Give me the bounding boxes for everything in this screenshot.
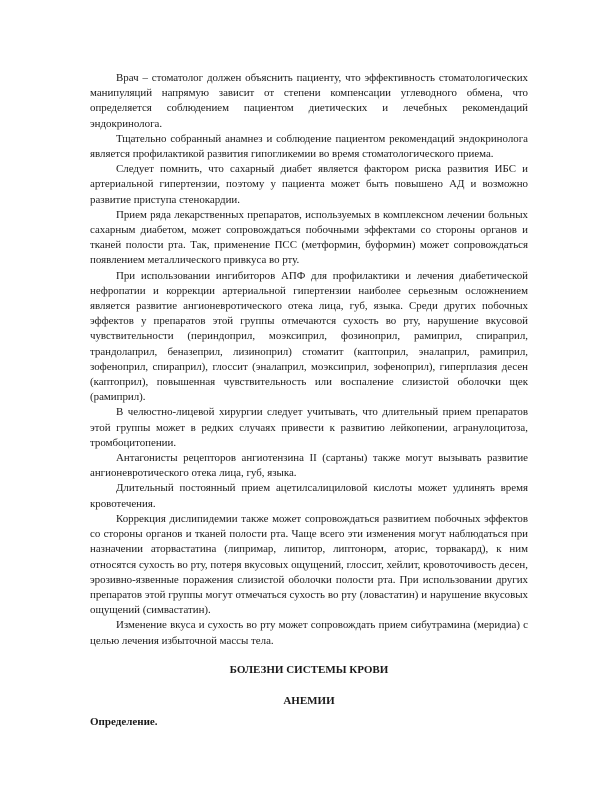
paragraph-dentist-explanation: Врач – стоматолог должен объяснить пациенту, что эффективность стоматологических манипуляций напрямую зависит от степени компенсации углеводного обмена, что определяется соблюдением пациентом диетических и лечебных рекомендаций эндокринолога. <box>90 72 528 130</box>
paragraph-ace-inhibitors: При использовании ингибиторов АПФ для профилактики и лечения диабетической нефропатии и коррекции артериальной гипертензии наиболее серьезным осложнением является развитие ангионевротического отека лица, губ, языка. Среди других побочных эффектов у препаратов этой группы отмечаются сухость во рту, нарушение вкусовой чувствительности (периндоприл, моэксиприл, фозиноприл, рамиприл, спираприл, трандолаприл, беназеприл, лизиноприл) стоматит (каптоприл, эналаприл, рамиприл, зофеноприл, спираприл), глоссит (эналаприл, моэксиприл, зофеноприл), гиперплазия десен (каптоприл), повышенная чувствительность или воспаление слизистой оболочки щек (рамиприл). <box>90 269 528 404</box>
definition-label: Определение. <box>90 716 158 729</box>
paragraph-diabetes-risk: Следует помнить, что сахарный диабет является фактором риска развития ИБС и артериальной гипертензии, поэтому у пациента может быть повышено АД и возможно развитие приступа стенокардии. <box>90 163 528 206</box>
subsection-title: АНЕМИИ <box>283 694 335 707</box>
paragraph-side-effects: Прием ряда лекарственных препаратов, используемых в комплексном лечении больных сахарным диабетом, может сопровождаться побочными эффектами со стороны органов и тканей полости рта. Так, применение ПСС (метформин, буформин) может сопровождаться появлением металлического привкуса во рту. <box>90 208 528 267</box>
paragraph-aspirin: Длительный постоянный прием ацетилсалициловой кислоты может удлинять время кровотечения. <box>90 482 528 510</box>
paragraph-anamnesis: Тщательно собранный анамнез и соблюдение пациентом рекомендаций эндокринолога является профилактикой развития гипогликемии во время стоматологического приема. <box>90 132 528 161</box>
paragraph-dyslipidemia: Коррекция дислипидемии также может сопровождаться развитием побочных эффектов со стороны органов и тканей полости рта. Чаще всего эти изменения могут наблюдаться при назначении аторвастатина (липримар, липитор, липтонорм, аторис, торвакард), к ним относятся сухость во рту, потеря вкусовых ощущений, глоссит, хейлит, кровоточивость десен, эрозивно-язвенные поражения слизистой оболочки полости рта. При использовании других препаратов этой группы могут отмечаться сухость во рту (ловастатин) и нарушение вкусовых ощущений (симвастатин). <box>90 512 528 617</box>
paragraph-surgery: В челюстно-лицевой хирургии следует учитывать, что длительный прием препаратов этой группы может в редких случаях привести к развитию лейкопении, агранулоцитоза, тромбоцитопении. <box>90 406 528 449</box>
paragraph-sibutramine: Изменение вкуса и сухость во рту может сопровождать прием сибутрамина (меридиа) с целью лечения избыточной массы тела. <box>90 619 528 647</box>
section-title: БОЛЕЗНИ СИСТЕМЫ КРОВИ <box>229 663 389 676</box>
paragraph-sartans: Антагонисты рецепторов ангиотензина II (сартаны) также могут вызывать развитие ангионевротического отека лица, губ, языка. <box>90 452 528 480</box>
document-body <box>90 71 528 730</box>
